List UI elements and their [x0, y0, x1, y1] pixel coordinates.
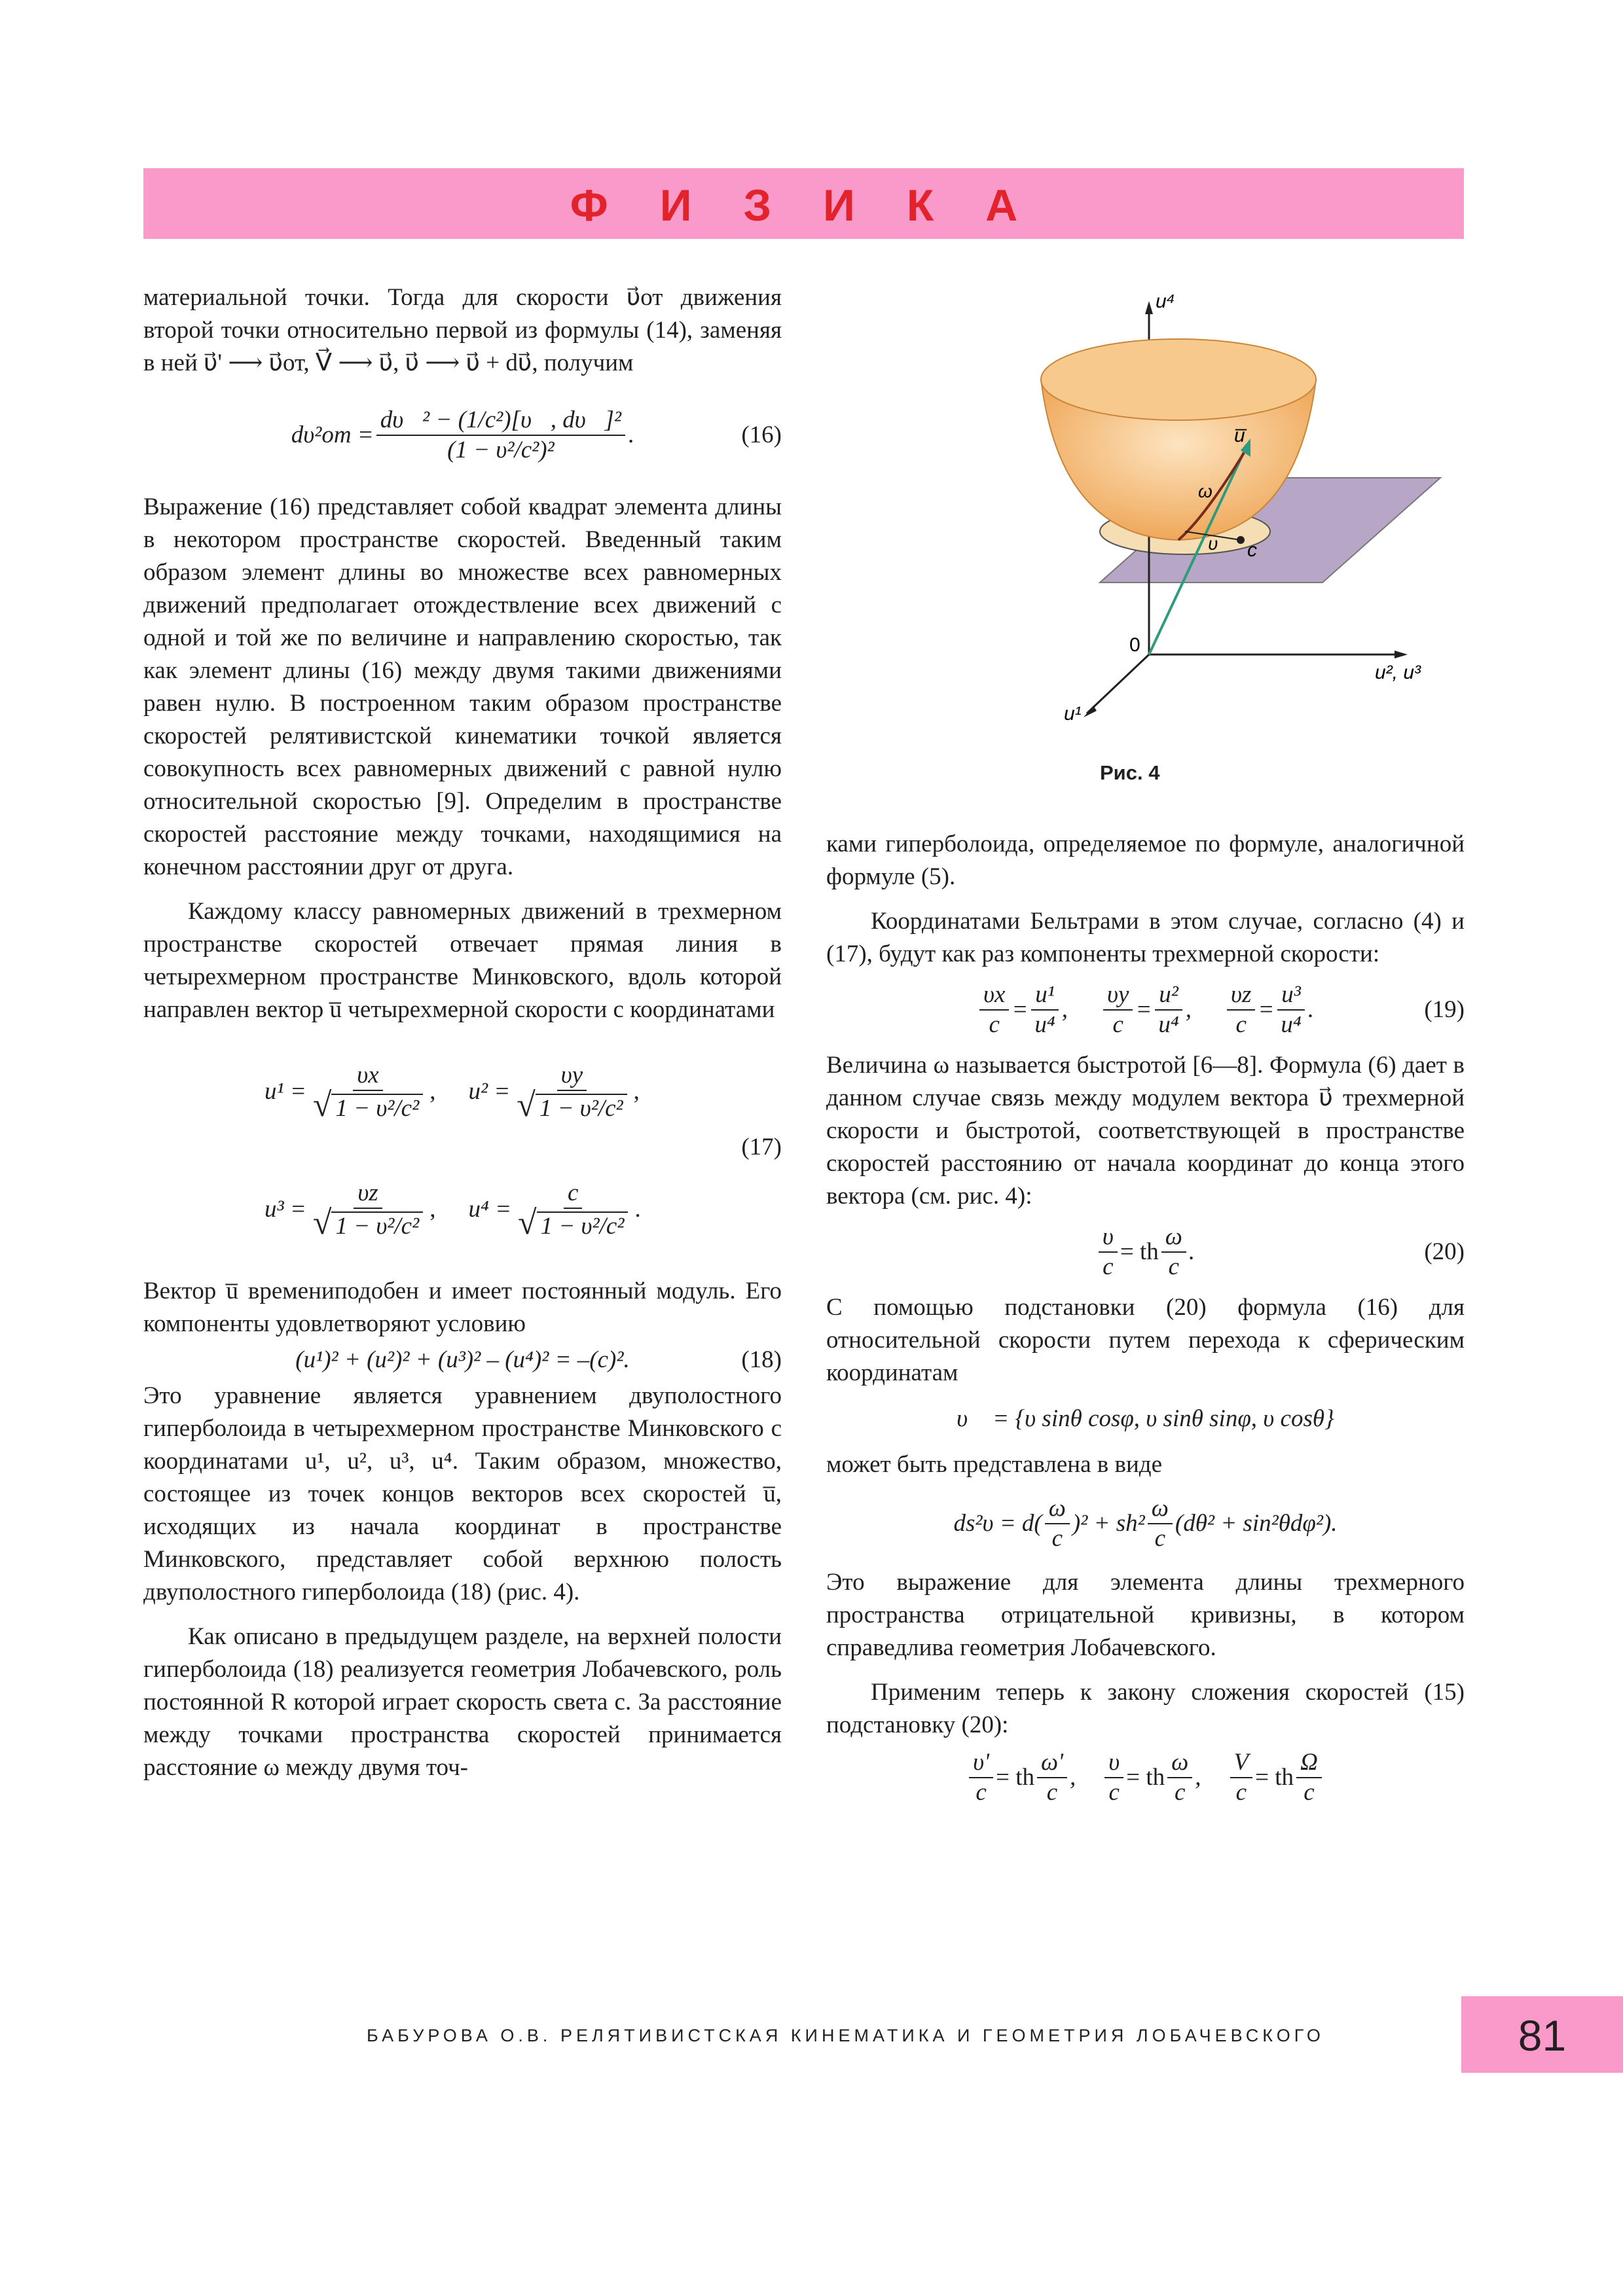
bowl-rim [1041, 339, 1316, 420]
paragraph: Применим теперь к закону сложения скоростей (15) подстановку (20): [826, 1679, 1465, 1738]
equation-20: $\frac{\upsilon}{c}$ = th $\frac{\omega}{c}$ . (20) [826, 1213, 1465, 1291]
equation-number: (19) [1424, 996, 1465, 1023]
equation-17: u¹ = $\frac{\upsilon x}{\text{√ 1 − υ²/c²}}$ , u² = $\frac{\upsilon y}{\text{√ 1 − υ²/c²}}$ , u³ = $\frac{\upsilon z}{\text{√ 1 − υ²/c²}}$ , u⁴ = $\frac{c}{\text{√ 1 − υ²/c²}}$ . (17) [264, 1061, 782, 1242]
paragraph: Как описано в предыдущем разделе, на верхней полости гиперболоида (18) реализуется геометрия Лобачевского, роль постоянной R которой играет скорость света c. За расстояние между точками пространства скоростей принимается расстояние ω между двумя точ- [143, 1623, 782, 1781]
paragraph: Выражение (16) представляет собой квадрат элемента длины в некотором пространстве скоростей. Введенный таким образом элемент длины во множестве всех равномерных движений предполагает отождествление всех движений с одной и той же по величине и направлению скоростью, так как элемент длины (16) между двумя такими движениями равен нулю. В построенном таким образом пространстве скоростей релятивистской кинематики точкой является совокупность всех равномерных движений с равной нулю относительной скоростью [9]. Определим в пространстве скоростей расстояние между точками, находящимися на конечном расстоянии друг от друга. [143, 493, 782, 880]
right-column [826, 828, 1465, 1814]
equation-16: dυ²от = $\frac{\text{dυ⃗² − (1/c²)[υ⃗, dυ⃗]²}}{\text{(1 − υ²/c²)²}}$ . (16) [291, 406, 782, 463]
paragraph: Это выражение для элемента длины трехмерного пространства отрицательной кривизны, в котором справедлива геометрия Лобачевского. [826, 1569, 1465, 1661]
equation-19: $\frac{\upsilon x}{c}$ = $\frac{\text{u¹}}{\text{u⁴}}$ , $\frac{\upsilon y}{c}$ = $\frac{\text{u²}}{\text{u⁴}}$ , $\frac{\upsilon z}{c}$ = $\frac{\text{u³}}{\text{u⁴}}$ . (19) [826, 971, 1465, 1049]
equation-18: (u¹)² + (u²)² + (u³)² – (u⁴)² = –(c)². (18) [143, 1340, 782, 1380]
section-title: Ф И З И К А [570, 181, 1038, 230]
axis-u1 [1087, 655, 1149, 713]
equation-number: (18) [741, 1346, 782, 1373]
equation-number: (20) [1424, 1238, 1465, 1265]
paragraph: Каждому классу равномерных движений в трехмерном пространстве скоростей отвечает прямая линия в четырехмерном пространстве Минковского, вдоль которой направлен вектор u̅ четырехмерной скорости с координатами [143, 898, 782, 1023]
left-column [143, 281, 782, 1784]
equation-ds: ds²υ = d ( $\frac{\omega}{c}$ ) ² + sh² $\frac{\omega}{c}$ (dθ² + sin²θdφ²). [953, 1495, 1338, 1552]
svg-text:u̅: u̅ [1234, 425, 1245, 446]
svg-text:u², u³: u², u³ [1375, 662, 1421, 683]
paragraph: С помощью подстановки (20) формула (16) для относительной скорости путем перехода к сферическим координатам [826, 1294, 1465, 1386]
svg-text:υ: υ [1208, 533, 1218, 554]
paragraph: Вектор u̅ времениподобен и имеет постоянный модуль. Его компоненты удовлетворяют условию [143, 1278, 782, 1337]
equation-substitution: $\frac{\upsilon'}{c}$ = th $\frac{\omega'}{c}$ , $\frac{\upsilon}{c}$ = th $\frac{\omega}{c}$ , $\frac{V}{c}$ = th $\frac{\Omega}{c}$ [826, 1742, 1465, 1814]
paragraph: может быть представлена в виде [826, 1451, 1162, 1478]
svg-text:u¹: u¹ [1064, 703, 1082, 725]
figure-hyperboloid [982, 281, 1480, 753]
page-number-box [1461, 1996, 1623, 2073]
paragraph: ками гиперболоида, определяемое по формуле, аналогичной формуле (5). [826, 831, 1465, 890]
running-footer: БАБУРОВА О.В. РЕЛЯТИВИСТСКАЯ КИНЕМАТИКА И ГЕОМЕТРИЯ ЛОБАЧЕВСКОГО [367, 2026, 1324, 2045]
paragraph: Величина ω называется быстротой [6—8]. Формула (6) дает в данном случае связь между модулем вектора υ⃗ трехмерной скорости и быстротой, соответствующей в пространстве скоростей расстоянию от начала координат до конца этого вектора (см. рис. 4): [826, 1052, 1465, 1210]
svg-text:c: c [1247, 539, 1257, 561]
figure-caption: Рис. 4 [1100, 761, 1160, 784]
paragraph: Координатами Бельтрами в этом случае, согласно (4) и (17), будут как раз компоненты трехмерной скорости: [826, 908, 1465, 967]
page-number: 81 [1518, 2011, 1567, 2060]
paragraph: материальной точки. Тогда для скорости υ⃗от движения второй точки относительно первой из формулы (14), заменяя в ней υ⃗' ⟶ υ⃗от, V⃗ ⟶ υ⃗, υ⃗ ⟶ υ⃗ + dυ⃗, получим [143, 284, 782, 376]
svg-text:u⁴: u⁴ [1156, 291, 1175, 312]
equation-v: υ⃗ = {υ sinθ cosφ, υ sinθ sinφ, υ cosθ} [957, 1405, 1334, 1432]
equation-number: (17) [741, 1134, 782, 1160]
svg-text:ω: ω [1198, 481, 1213, 501]
equation-number: (16) [741, 422, 782, 448]
paragraph: Это уравнение является уравнением двуполостного гиперболоида в четырехмерном пространстве Минковского с координатами u¹, u², u³, u⁴. Таким образом, множество, состоящее из точек концов векторов всех скоростей u̅, исходящих из начала координат в пространстве Минковского, представляет собой верхнюю полость двуполостного гиперболоида (18) (рис. 4). [143, 1382, 782, 1605]
section-banner [143, 168, 1464, 239]
svg-text:0: 0 [1129, 634, 1140, 656]
